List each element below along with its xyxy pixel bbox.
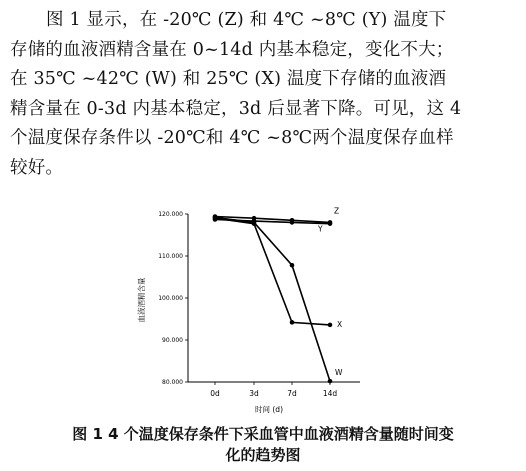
- paragraph-line: 较好。: [10, 157, 64, 178]
- y-tick-label: 110.000: [158, 253, 183, 260]
- series-label-z: Z: [334, 206, 340, 216]
- x-axis-label: 时间 (d): [255, 405, 283, 414]
- data-point-w: [252, 220, 257, 225]
- paragraph-line: 图 1 显示，在 -20℃ (Z) 和 4℃ ~8℃ (Y) 温度下: [46, 10, 447, 30]
- y-tick-label: 80.000: [162, 379, 183, 386]
- y-tick-label: 100.000: [158, 295, 183, 302]
- paragraph-line: 精含量在 0-3d 内基本稳定，3d 后显著下降。可见，这 4: [10, 98, 462, 119]
- x-tick-label: 3d: [249, 389, 259, 398]
- y-tick-label: 90.000: [162, 337, 183, 344]
- paragraph-line: 存储的血液酒精含量在 0~14d 内基本稳定，变化不大；: [10, 39, 454, 60]
- line-chart: [130, 204, 370, 419]
- series-label-y: Y: [318, 224, 323, 234]
- data-point-w: [290, 263, 295, 268]
- caption-line: 化的趋势图: [225, 446, 301, 464]
- paragraph-line: 个温度保存条件以 -20℃和 4℃ ~8℃两个温度保存血样: [10, 128, 454, 148]
- caption-line: 图 1 4 个温度保存条件下采血管中血液酒精含量随时间变: [72, 425, 454, 443]
- data-point-y: [328, 221, 333, 226]
- x-tick-label: 14d: [322, 389, 338, 398]
- x-tick-label: 0d: [210, 389, 220, 398]
- series-label-x: X: [337, 319, 343, 329]
- paragraph-line: 在 35℃ ~42℃ (W) 和 25℃ (X) 温度下存储的血液酒: [10, 69, 447, 89]
- series-line-w: [215, 217, 330, 381]
- body-paragraph: [10, 6, 518, 183]
- y-tick-label: 120.000: [158, 211, 183, 218]
- series-label-w: W: [335, 368, 343, 378]
- data-point-x: [290, 320, 295, 325]
- figure-caption: [10, 424, 516, 466]
- data-point-y: [290, 220, 295, 225]
- data-point-w: [328, 379, 333, 384]
- x-tick-label: 7d: [287, 389, 297, 398]
- y-axis-label: 血液酒精含量: [137, 277, 146, 323]
- data-point-x: [328, 323, 333, 328]
- series-line-x: [215, 218, 330, 325]
- data-point-w: [213, 215, 218, 220]
